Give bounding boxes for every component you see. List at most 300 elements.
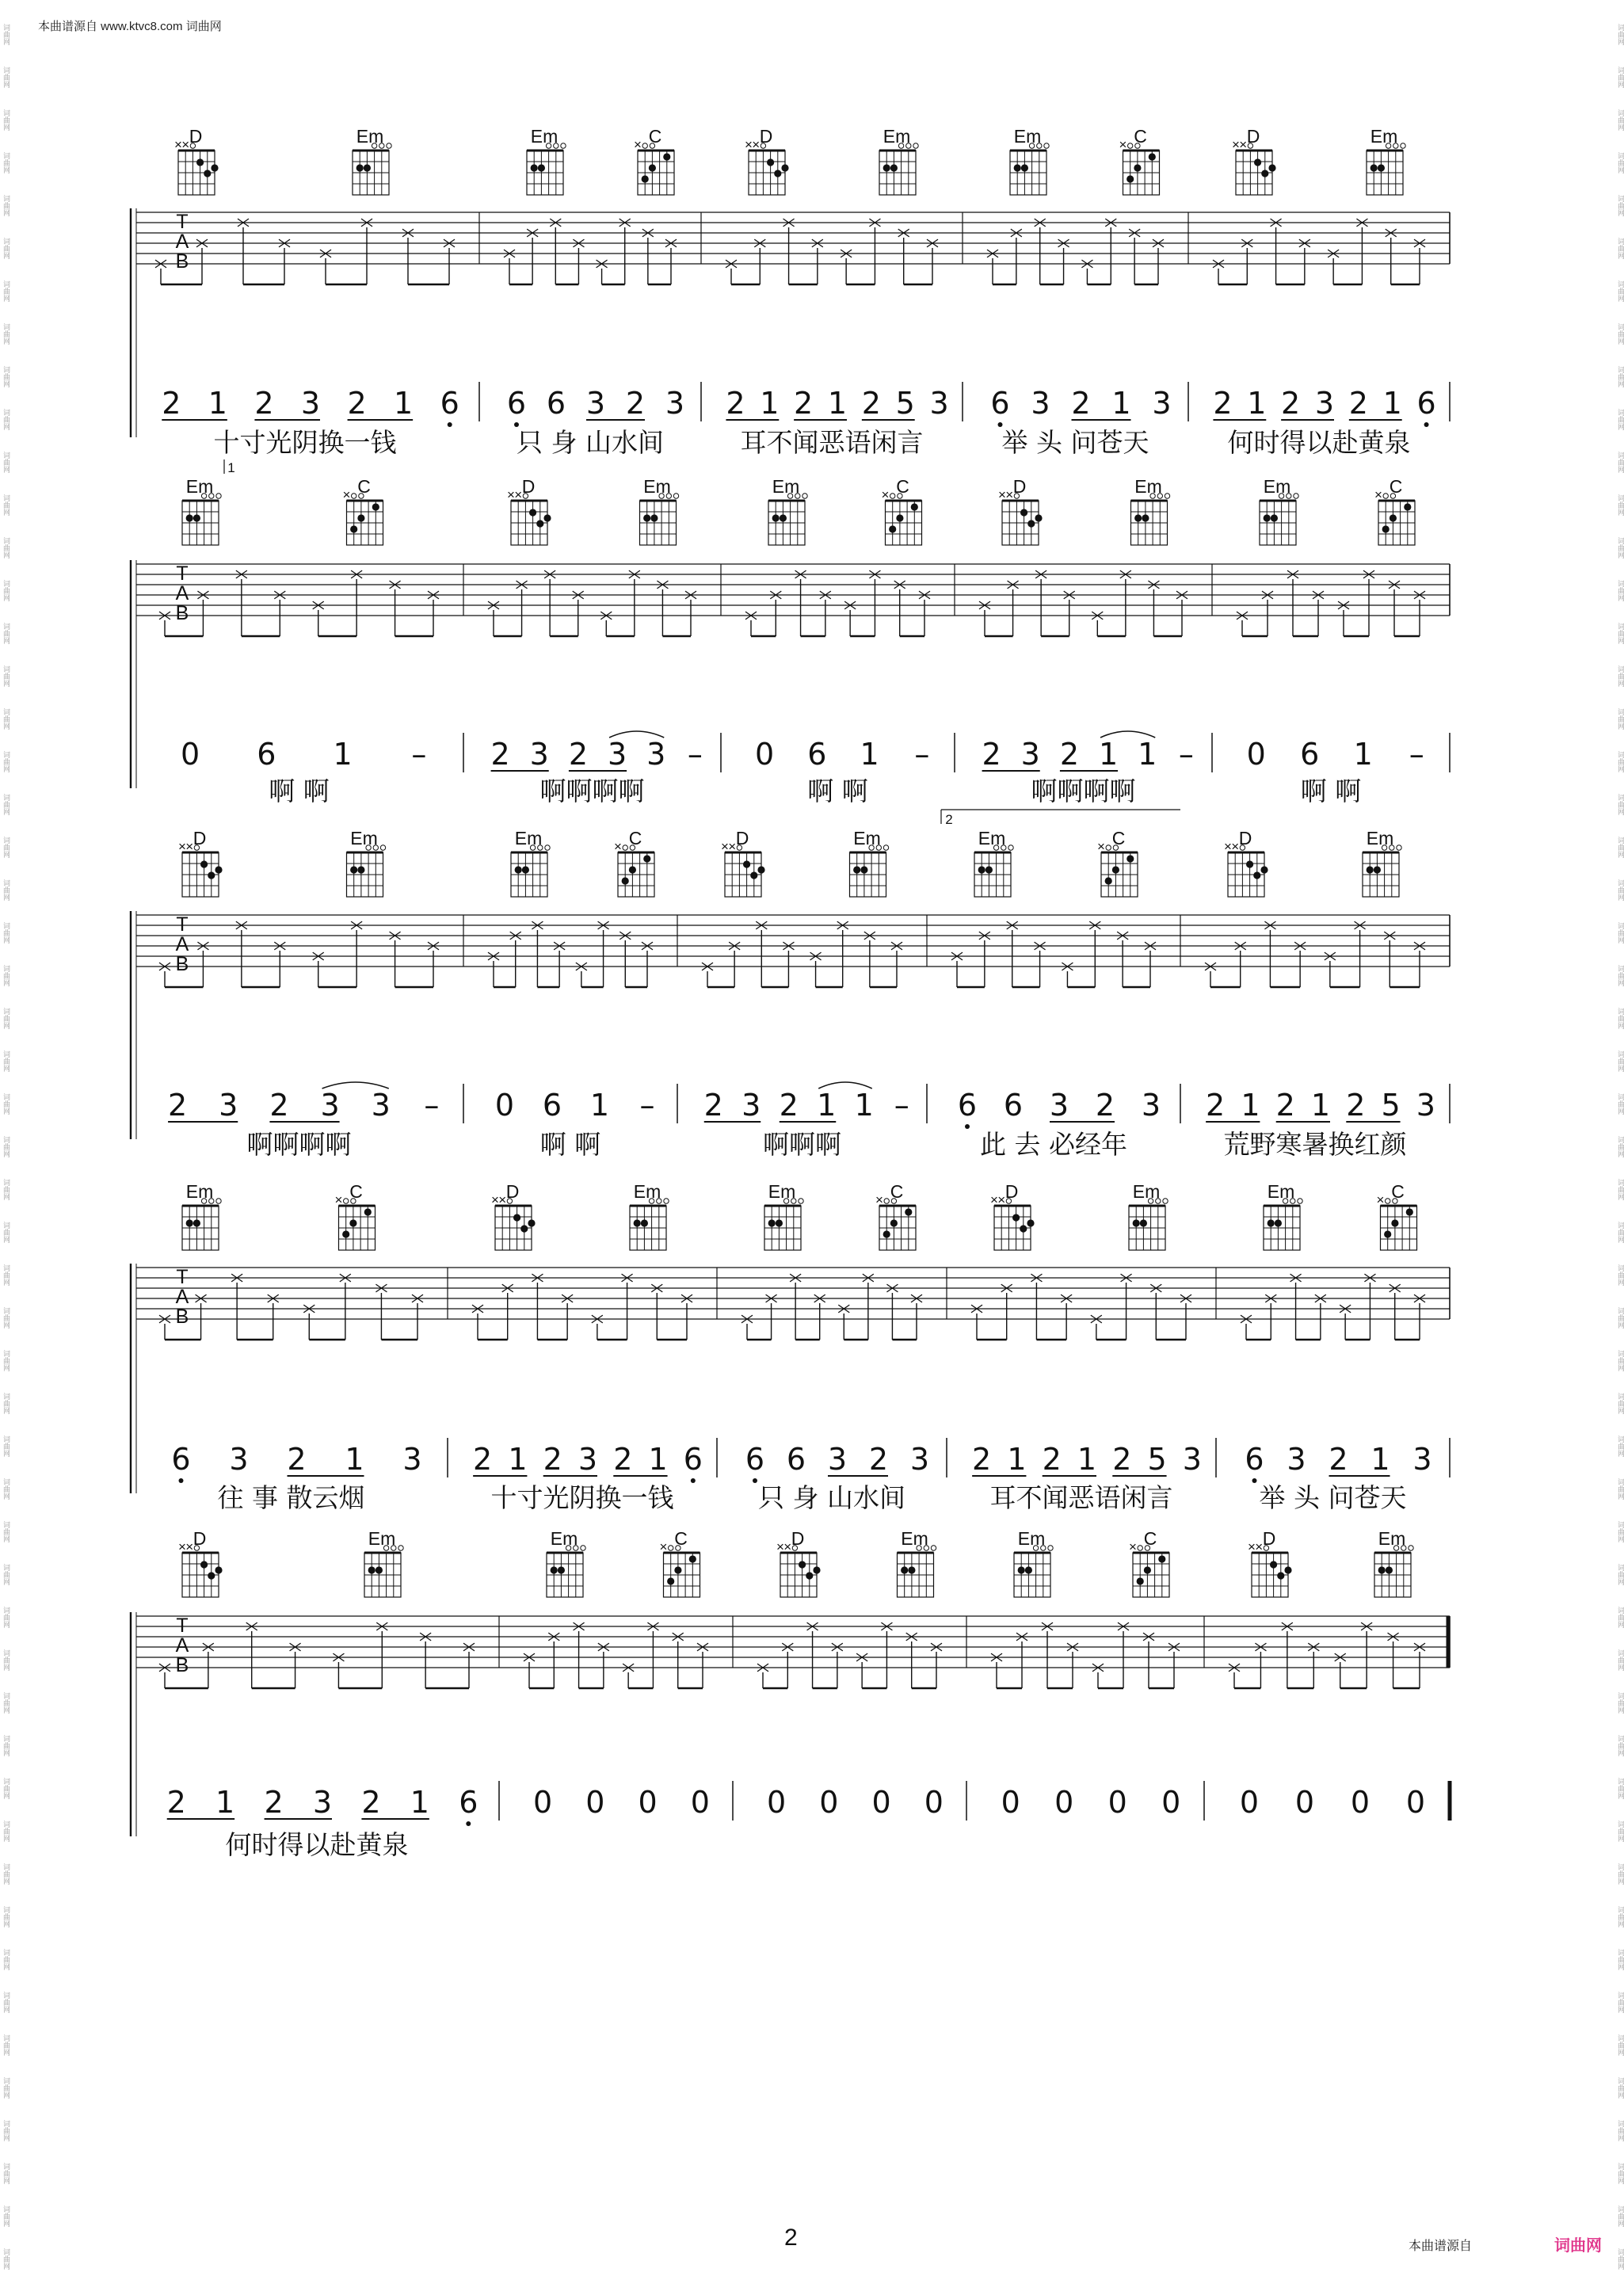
jianpu-note: 1 (508, 1442, 528, 1477)
chord-name: Em (643, 476, 671, 497)
chord-finger-dot (1254, 158, 1261, 166)
chord-muted-string: × (1232, 137, 1240, 152)
chord-finger-dot (674, 1566, 681, 1573)
margin-watermark-char: 词曲网 (2, 2034, 10, 2056)
jianpu-note: 3 (1020, 737, 1040, 772)
jianpu-note: 0 (755, 737, 775, 772)
chord-name: D (1238, 828, 1252, 848)
chord-muted-string: × (881, 487, 890, 502)
chord-finger-dot (896, 514, 903, 521)
jianpu-note: 3 (219, 1088, 238, 1123)
chord-finger-dot (1134, 164, 1141, 171)
jianpu-note: 2 (982, 737, 1001, 772)
margin-watermark-char: 词曲网 (2, 2120, 10, 2141)
chord-finger-dot (1149, 153, 1156, 160)
jianpu-note: 2 (361, 1785, 381, 1820)
chord-diagram (1224, 828, 1268, 897)
margin-watermark-char: 词曲网 (2, 452, 10, 473)
jianpu-note: 3 (827, 1442, 848, 1477)
chord-open-string (669, 1546, 673, 1550)
lyric-line: 啊啊啊啊 (539, 776, 645, 806)
chord-diagram (335, 1181, 376, 1250)
jianpu-note: 1 (394, 386, 414, 421)
chord-name: Em (1378, 1528, 1406, 1549)
chord-finger-dot (649, 164, 656, 171)
lyric-line: 荒野寒暑换红颜 (1223, 1129, 1407, 1160)
chord-name: D (1262, 1528, 1276, 1549)
chord-muted-string: × (1376, 1192, 1385, 1207)
jianpu-note: 3 (1141, 1088, 1161, 1123)
chord-finger-dot (757, 866, 764, 873)
chord-muted-string: × (752, 137, 761, 152)
chord-muted-string: × (1374, 487, 1382, 502)
jianpu-note: 0 (871, 1785, 891, 1820)
chord-open-string (545, 845, 550, 850)
chord-open-string (352, 494, 356, 498)
chord-finger-dot (1268, 1219, 1275, 1226)
margin-watermark-char: 词曲网 (2, 1307, 10, 1329)
margin-watermark-char: 词曲网 (2, 623, 10, 644)
margin-watermark-char: 词曲网 (1616, 2206, 1624, 2227)
chord-name: D (1012, 476, 1027, 497)
jianpu-note: 2 (1095, 1088, 1115, 1123)
margin-watermark-char: 词曲网 (1616, 238, 1624, 259)
margin-watermark-char: 词曲网 (1616, 109, 1624, 131)
margin-watermark-char: 词曲网 (2, 67, 10, 88)
margin-watermark-char: 词曲网 (1616, 1435, 1624, 1457)
chord-finger-dot (208, 871, 215, 879)
lyric-line: 耳不闻恶语闲言 (740, 427, 924, 458)
chord-muted-string: × (1224, 839, 1232, 854)
margin-watermark-char: 词曲网 (2, 323, 10, 345)
jianpu-note: 2 (1042, 1442, 1062, 1477)
low-octave-dot (466, 1821, 471, 1826)
system-1 (131, 126, 1450, 458)
chord-muted-string: × (498, 1192, 507, 1207)
chord-muted-string: × (721, 839, 729, 854)
chord-open-string (344, 1199, 349, 1203)
jianpu-note: 0 (819, 1785, 839, 1820)
chord-finger-dot (1390, 514, 1397, 521)
margin-watermark-char: 词曲网 (2, 1222, 10, 1243)
chord-open-string (913, 143, 918, 148)
jianpu-note: 1 (589, 1088, 610, 1123)
chord-muted-string: × (514, 487, 523, 502)
jianpu-note: 3 (402, 1442, 422, 1477)
jianpu-note: 0 (494, 1088, 515, 1123)
lyric-line: 只 身 山水间 (758, 1482, 905, 1513)
chord-finger-dot (536, 520, 543, 527)
chord-diagram (974, 828, 1013, 897)
margin-watermark-char: 词曲网 (2, 24, 10, 45)
chord-name: Em (185, 476, 214, 497)
chord-open-string (1409, 1546, 1413, 1550)
jianpu-note: 3 (1416, 1088, 1435, 1123)
chord-finger-dot (1134, 514, 1142, 521)
chord-name: C (648, 126, 662, 147)
chord-finger-dot (780, 514, 787, 521)
jianpu-note: 1 (1353, 737, 1373, 772)
chord-finger-dot (1268, 164, 1275, 171)
chord-finger-dot (186, 1219, 193, 1226)
chord-muted-string: × (998, 487, 1006, 502)
footer-source-text: 本曲谱源自 (1409, 2240, 1473, 2253)
jianpu-note: 1 (208, 386, 227, 421)
chord-diagram (1232, 126, 1276, 195)
chord-open-string (799, 1199, 803, 1203)
margin-watermark-char: 词曲网 (2, 366, 10, 387)
jianpu-note: 3 (1287, 1442, 1306, 1477)
chord-muted-string: × (875, 1192, 883, 1207)
chord-name: Em (185, 1181, 214, 1202)
jianpu-note: 0 (181, 737, 200, 772)
margin-watermark-char: 词曲网 (2, 1778, 10, 1799)
jianpu-note: 0 (1001, 1785, 1020, 1820)
margin-watermark-char: 词曲网 (2, 1008, 10, 1029)
chord-diagram (721, 828, 765, 897)
margin-watermark-char: 词曲网 (1616, 2248, 1624, 2270)
chord-finger-dot (1367, 866, 1374, 873)
margin-watermark-char: 词曲网 (1616, 922, 1624, 944)
chord-finger-dot (1384, 1230, 1391, 1237)
chord-muted-string: × (491, 1192, 499, 1207)
jianpu-note: 2 (473, 1442, 493, 1477)
chord-finger-dot (781, 164, 788, 171)
chord-name: Em (1370, 126, 1398, 147)
low-octave-dot (448, 422, 452, 427)
jianpu-note: 6 (506, 386, 527, 421)
jianpu-note: 1 (1241, 1088, 1260, 1123)
margin-watermark-char: 词曲网 (2, 2206, 10, 2227)
chord-finger-dot (211, 164, 218, 171)
chord-finger-dot (853, 866, 860, 873)
jianpu-note: 2 (287, 1442, 307, 1477)
chord-muted-string: × (174, 137, 182, 152)
footer-logo: 词曲网 (1554, 2237, 1602, 2255)
jianpu-note: 1 (1370, 1442, 1390, 1477)
chord-finger-dot (813, 1566, 820, 1573)
chord-name: C (349, 1181, 363, 1202)
jianpu-note: 2 (254, 386, 274, 421)
jianpu-note: 2 (868, 1442, 889, 1477)
jianpu-note: 2 (1059, 737, 1080, 772)
margin-watermark-char: 词曲网 (1616, 580, 1624, 601)
chord-diagram (507, 476, 551, 545)
jianpu-note: 3 (1314, 386, 1335, 421)
chord-finger-dot (1018, 1566, 1025, 1573)
chord-finger-dot (538, 164, 545, 171)
chord-name: D (189, 126, 203, 147)
jianpu-note: – (639, 1088, 655, 1123)
jianpu-note: 2 (861, 386, 881, 421)
chord-name: Em (901, 1528, 928, 1549)
jianpu-note: 6 (1245, 1442, 1264, 1477)
margin-watermark-char: 词曲网 (2, 2163, 10, 2184)
chord-finger-dot (1020, 1225, 1027, 1232)
chord-finger-dot (774, 170, 781, 177)
low-octave-dot (691, 1478, 696, 1483)
margin-watermark-char: 词曲网 (1616, 1136, 1624, 1157)
chord-finger-dot (978, 866, 985, 873)
chord-open-string (884, 1199, 889, 1203)
chord-name: D (1005, 1181, 1019, 1202)
chord-diagram (640, 476, 679, 545)
jianpu-note: 3 (1412, 1442, 1432, 1477)
chord-open-string (1386, 1199, 1390, 1203)
margin-watermark-char: 词曲网 (2, 494, 10, 516)
margin-watermark-char: 词曲网 (2, 1435, 10, 1457)
chord-finger-dot (890, 164, 898, 171)
jianpu-note: 6 (807, 737, 827, 772)
jianpu-note: 1 (1138, 737, 1157, 772)
chord-finger-dot (364, 164, 371, 171)
chord-name: C (1143, 1528, 1157, 1549)
chord-muted-string: × (185, 839, 194, 854)
margin-watermark-char: 词曲网 (1616, 2077, 1624, 2099)
margin-watermark-char: 词曲网 (1616, 67, 1624, 88)
chord-diagram (1248, 1528, 1292, 1597)
chord-finger-dot (1264, 514, 1271, 521)
chord-finger-dot (204, 170, 211, 177)
chord-finger-dot (1374, 866, 1381, 873)
jianpu-note: 2 (568, 737, 589, 772)
chord-diagram (1014, 1528, 1053, 1597)
jianpu-note: 3 (529, 737, 549, 772)
chord-diagram (1377, 1181, 1417, 1250)
margin-watermark-char: 词曲网 (2, 280, 10, 302)
chord-finger-dot (357, 514, 364, 521)
margin-watermark-char: 词曲网 (1616, 2163, 1624, 2184)
chord-finger-dot (193, 1219, 200, 1226)
chord-open-string (216, 494, 221, 498)
chord-finger-dot (1035, 514, 1042, 521)
margin-watermark-char: 词曲网 (2, 537, 10, 559)
jianpu-note: 1 (1382, 386, 1402, 421)
chord-muted-string: × (1005, 487, 1014, 502)
chord-muted-string: × (1129, 1539, 1137, 1554)
margin-watermark-char: 词曲网 (1616, 24, 1624, 45)
chord-muted-string: × (507, 487, 515, 502)
jianpu-note: 3 (607, 737, 627, 772)
margin-watermark-char: 词曲网 (2, 1735, 10, 1756)
chord-open-string (1128, 143, 1133, 148)
chord-finger-dot (1025, 1566, 1032, 1573)
tab-clef-letter: T (176, 562, 189, 585)
chord-diagram (353, 126, 391, 195)
margin-watermark-char: 词曲网 (1616, 1179, 1624, 1200)
jianpu-note: – (687, 737, 703, 772)
chord-open-string (1397, 845, 1401, 850)
margin-watermark-char: 词曲网 (1616, 1564, 1624, 1585)
margin-watermark-char: 词曲网 (1616, 1222, 1624, 1243)
chord-name: D (505, 1181, 520, 1202)
jianpu-note: 2 (543, 1442, 562, 1477)
jianpu-note: 0 (585, 1785, 605, 1820)
jianpu-note: – (424, 1088, 440, 1123)
chord-finger-dot (743, 860, 750, 867)
chord-diagram (776, 1528, 821, 1597)
chord-finger-dot (1020, 509, 1027, 516)
jianpu-note: 3 (320, 1088, 340, 1123)
chord-name: C (896, 476, 909, 497)
margin-watermark-char: 词曲网 (1616, 1735, 1624, 1756)
chord-diagram (1260, 476, 1298, 545)
lyric-line: 啊 啊 (269, 776, 330, 806)
margin-watermark-char: 词曲网 (2, 1607, 10, 1628)
chord-open-string (216, 1199, 221, 1203)
chord-finger-dot (513, 1214, 520, 1221)
margin-watermark-char: 词曲网 (1616, 1350, 1624, 1371)
chord-name: D (735, 828, 749, 848)
margin-watermark-char: 词曲网 (2, 922, 10, 944)
chord-finger-dot (376, 1566, 383, 1573)
jianpu-note: 1 (1247, 386, 1267, 421)
chord-finger-dot (1127, 175, 1134, 182)
chord-name: Em (1366, 828, 1394, 848)
chord-open-string (931, 1546, 936, 1550)
chord-diagram (990, 1181, 1035, 1250)
jianpu-note: 0 (1294, 1785, 1315, 1820)
jianpu-note: 3 (909, 1442, 930, 1477)
lyric-line: 啊啊啊啊 (1031, 776, 1136, 806)
jianpu-note: 3 (312, 1785, 333, 1820)
tab-clef-letter: B (175, 250, 189, 273)
chord-diagram (347, 828, 386, 897)
lyric-line: 啊 啊 (539, 1129, 601, 1160)
jianpu-note: 2 (167, 1088, 188, 1123)
chord-open-string (1106, 845, 1111, 850)
chord-diagram (491, 1181, 536, 1250)
jianpu-note: 1 (345, 1442, 364, 1477)
chord-diagram (998, 476, 1043, 545)
chord-name: Em (1134, 476, 1162, 497)
jianpu-note: 6 (745, 1442, 765, 1477)
lyric-line: 举 头 问苍天 (1001, 427, 1149, 458)
lyric-line: 何时得以赴黄泉 (1227, 427, 1411, 458)
margin-watermark-char: 词曲网 (2, 1264, 10, 1286)
chord-diagram (1129, 1181, 1168, 1250)
jianpu-note: 2 (264, 1785, 284, 1820)
chord-finger-dot (1127, 855, 1134, 862)
chord-finger-dot (1012, 1214, 1020, 1221)
chord-muted-string: × (1255, 1539, 1264, 1554)
chord-finger-dot (215, 866, 222, 873)
chord-finger-dot (1142, 514, 1149, 521)
jianpu-note: 3 (665, 386, 685, 421)
chord-diagram (882, 476, 922, 545)
volta-1-label: 1 (227, 460, 235, 475)
chord-muted-string: × (334, 1192, 343, 1207)
chord-name: D (193, 1528, 207, 1549)
jianpu-note: 3 (1031, 386, 1050, 421)
chord-finger-dot (350, 525, 357, 532)
chord-finger-dot (1137, 1577, 1144, 1584)
chord-open-string (642, 143, 647, 148)
chord-finger-dot (901, 1566, 908, 1573)
chord-name: D (759, 126, 773, 147)
chord-finger-dot (349, 1219, 356, 1226)
margin-watermark-char: 词曲网 (1616, 1649, 1624, 1671)
lyric-line: 十寸光阴换一钱 (490, 1482, 674, 1513)
jianpu-note: 2 (1329, 1442, 1348, 1477)
margin-watermark-char: 词曲网 (2, 1564, 10, 1585)
chord-finger-dot (689, 1555, 696, 1562)
jianpu-note: 2 (1281, 386, 1301, 421)
lyric-line: 耳不闻恶语闲言 (989, 1482, 1173, 1513)
margin-watermark-char: 词曲网 (1616, 537, 1624, 559)
margin-watermark-char: 词曲网 (2, 1949, 10, 1970)
jianpu-note: 2 (269, 1088, 289, 1123)
jianpu-note: 5 (895, 386, 915, 421)
chord-finger-dot (1378, 164, 1385, 171)
chord-name: Em (514, 828, 543, 848)
lyric-line: 只 身 山水间 (517, 427, 664, 458)
jianpu-note: 0 (1246, 737, 1266, 772)
chord-open-string (380, 845, 385, 850)
jianpu-note: 0 (1239, 1785, 1260, 1820)
chord-finger-dot (641, 1219, 648, 1226)
chord-open-string (1008, 845, 1013, 850)
chord-diagram (898, 1528, 936, 1597)
tab-clef-letter: A (175, 1286, 189, 1308)
jianpu-note: 0 (1107, 1785, 1127, 1820)
jianpu-note: 3 (741, 1088, 761, 1123)
tab-clef-letter: A (175, 582, 189, 604)
chord-finger-dot (364, 1208, 372, 1215)
margin-watermark-char: 词曲网 (2, 1093, 10, 1115)
chord-finger-dot (750, 871, 757, 879)
chord-name: Em (550, 1528, 578, 1549)
margin-watermark-char: 词曲网 (2, 1821, 10, 1842)
margin-watermark-char: 词曲网 (2, 665, 10, 687)
jianpu-note: 1 (817, 1088, 837, 1123)
jianpu-note: – (914, 737, 930, 772)
chord-finger-dot (890, 1219, 898, 1226)
jianpu-note: 6 (1003, 1088, 1024, 1123)
margin-watermark-char: 词曲网 (2, 109, 10, 131)
chord-finger-dot (985, 866, 993, 873)
chord-name: C (628, 828, 642, 848)
jianpu-note: 5 (1381, 1088, 1401, 1123)
margin-watermark-char: 词曲网 (1616, 1607, 1624, 1628)
chord-finger-dot (642, 175, 649, 182)
chord-name: D (521, 476, 536, 497)
jianpu-note: 6 (542, 1088, 562, 1123)
chord-diagram (182, 476, 221, 545)
jianpu-note: 2 (1206, 1088, 1226, 1123)
jianpu-note: 3 (585, 386, 606, 421)
margin-watermark-char: 词曲网 (1616, 1992, 1624, 2013)
margin-watermark-char: 词曲网 (1616, 1949, 1624, 1970)
jianpu-note: 1 (860, 737, 879, 772)
margin-watermark-char: 词曲网 (1616, 494, 1624, 516)
low-octave-dot (965, 1124, 970, 1129)
chord-diagram (660, 1528, 700, 1597)
chord-name: Em (1132, 1181, 1161, 1202)
chord-name: D (193, 828, 207, 848)
margin-watermark-char: 词曲网 (2, 965, 10, 986)
chord-finger-dot (799, 1561, 806, 1568)
jianpu-note: 1 (827, 386, 848, 421)
margin-watermark-char: 词曲网 (1616, 323, 1624, 345)
jianpu-note: 6 (257, 737, 276, 772)
chord-muted-string: × (178, 1539, 186, 1554)
chord-muted-string: × (1248, 1539, 1256, 1554)
margin-watermark-char: 词曲网 (2, 1350, 10, 1371)
chord-name: Em (530, 126, 558, 147)
margin-watermark-char: 词曲网 (1616, 452, 1624, 473)
chord-finger-dot (1406, 1208, 1413, 1215)
